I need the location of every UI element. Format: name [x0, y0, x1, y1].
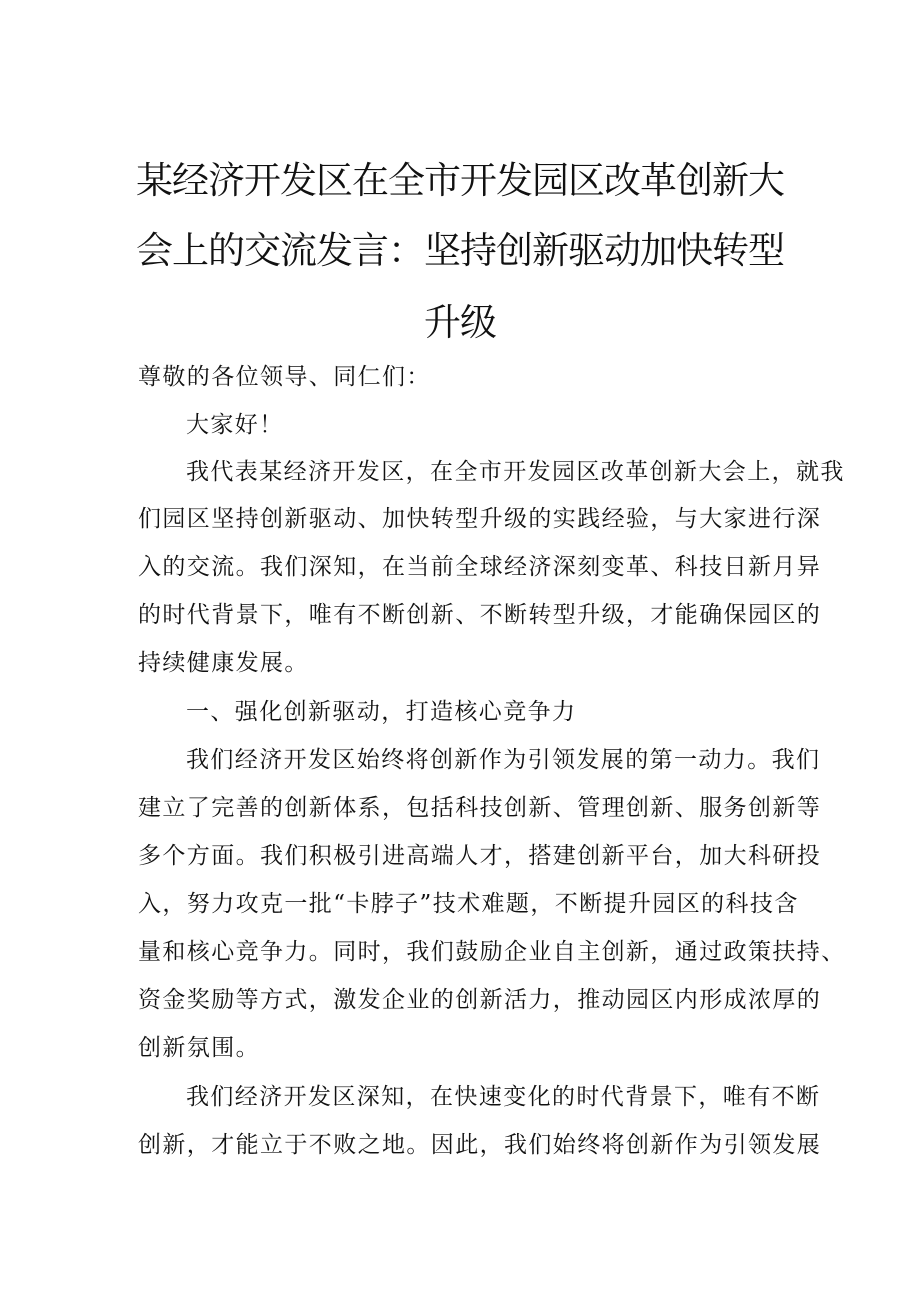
paragraph-line: 多个方面。我们积极引进高端人才，搭建创新平台，加大科研投 [138, 843, 822, 869]
paragraph-line: 入，努力攻克一批“卡脖子”技术难题，不断提升园区的科技含 [138, 891, 799, 917]
salutation: 尊敬的各位领导、同仁们： [138, 364, 431, 390]
paragraph-line: 创新氛围。 [138, 1035, 260, 1061]
title-line-1: 某经济开发区在全市开发园区改革创新大 [136, 159, 784, 202]
title-line-2: 会上的交流发言：坚持创新驱动加快转型 [136, 229, 784, 272]
paragraph-line: 资金奖励等方式，激发企业的创新活力，推动园区内形成浓厚的 [138, 987, 822, 1013]
greeting: 大家好！ [186, 412, 284, 438]
paragraph-line: 我们经济开发区深知，在快速变化的时代背景下，唯有不断 [186, 1084, 821, 1110]
title-line-3: 升级 [424, 301, 496, 344]
paragraph-line: 我们经济开发区始终将创新作为引领发展的第一动力。我们 [186, 747, 821, 773]
paragraph-line: 建立了完善的创新体系，包括科技创新、管理创新、服务创新等 [138, 795, 822, 821]
paragraph-line: 我代表某经济开发区，在全市开发园区改革创新大会上，就我 [186, 459, 845, 485]
paragraph-line: 持续健康发展。 [138, 650, 309, 676]
paragraph-line: 们园区坚持创新驱动、加快转型升级的实践经验，与大家进行深 [138, 506, 822, 532]
section-heading: 一、强化创新驱动，打造核心竞争力 [186, 699, 577, 725]
paragraph-line: 量和核心竞争力。同时，我们鼓励企业自主创新，通过政策扶持、 [138, 939, 846, 965]
paragraph-line: 入的交流。我们深知，在当前全球经济深刻变革、科技日新月异 [138, 554, 822, 580]
paragraph-line: 创新，才能立于不败之地。因此，我们始终将创新作为引领发展 [138, 1132, 822, 1158]
paragraph-line: 的时代背景下，唯有不断创新、不断转型升级，才能确保园区的 [138, 602, 822, 628]
